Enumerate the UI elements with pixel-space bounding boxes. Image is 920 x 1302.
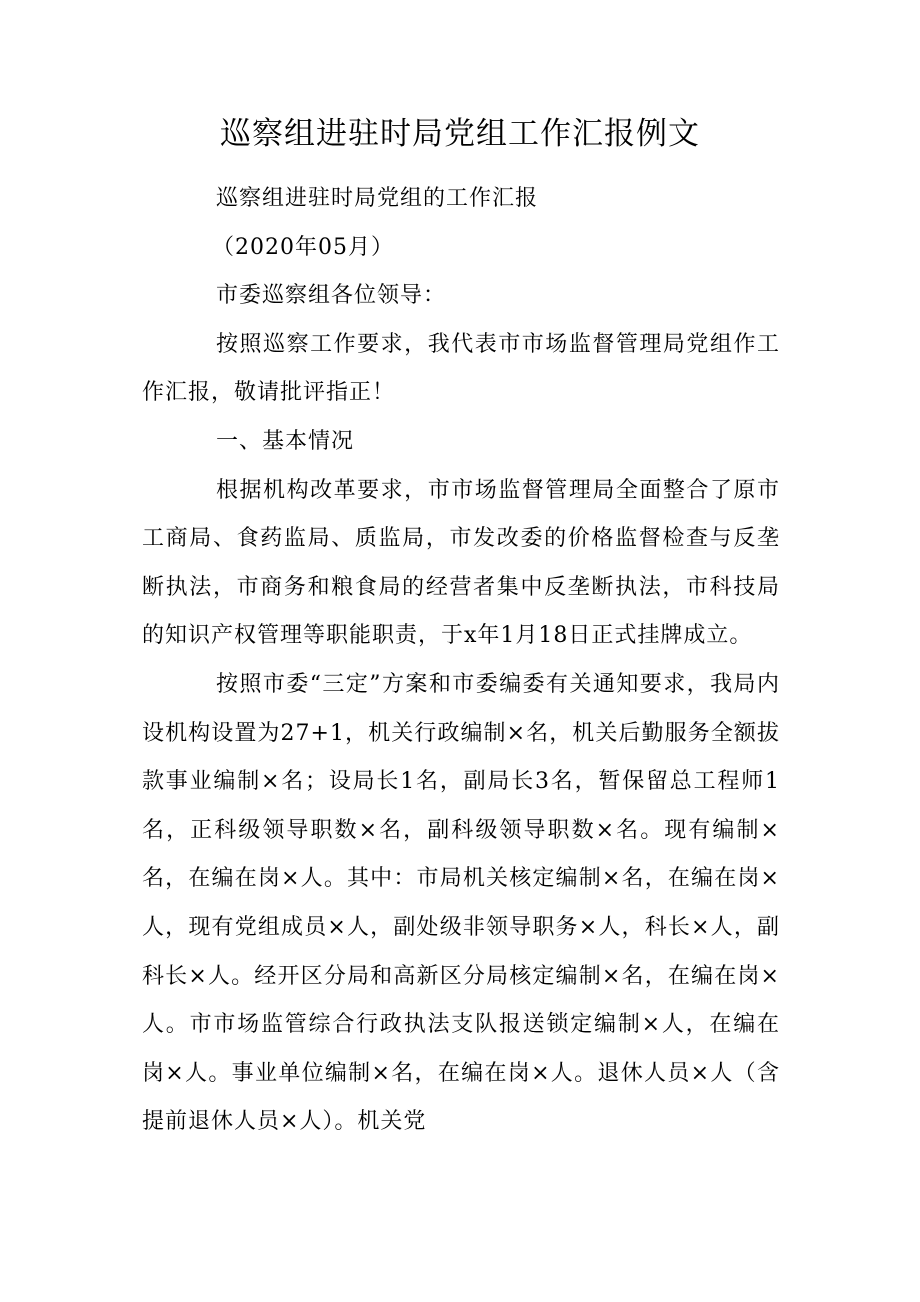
body-paragraph: 根据机构改革要求，市市场监督管理局全面整合了原市工商局、食药监局、质监局，市发改委的价格监督检查与反垄断执法，市商务和粮食局的经营者集中反垄断执法，市科技局的知识产权管理等职能职责，于x年1月18日正式挂牌成立。: [142, 477, 780, 649]
salutation: 市委巡察组各位领导：: [216, 283, 447, 309]
report-date: （2020年05月）: [212, 234, 394, 260]
document-body: [142, 175, 780, 1147]
section-heading: 一、基本情况: [216, 428, 355, 454]
report-subtitle: 巡察组进驻时局党组的工作汇报: [216, 186, 539, 211]
document-title: 巡察组进驻时局党组工作汇报例文: [220, 116, 700, 152]
body-paragraph: 按照巡察工作要求，我代表市市场监督管理局党组作工作汇报，敬请批评指正！: [142, 331, 780, 406]
body-paragraph: 按照市委“三定”方案和市委编委有关通知要求，我局内设机构设置为27+1，机关行政编制×名，机关后勤服务全额拔款事业编制×名；设局长1名，副局长3名，暂保留总工程师1名，正科级领导职数×名，副科级领导职数×名。现有编制×名，在编在岗×人。其中：市局机关核定编制×名，在编在岗×人，现有党组成员×人，副处级非领导职务×人，科长×人，副科长×人。经开区分局和高新区分局核定编制×名，在编在岗×人。市市场监管综合行政执法支队报送锁定编制×人，在编在岗×人。事业单位编制×名，在编在岗×人。退休人员×人（含提前退休人员×人）。机关党: [142, 671, 780, 1135]
